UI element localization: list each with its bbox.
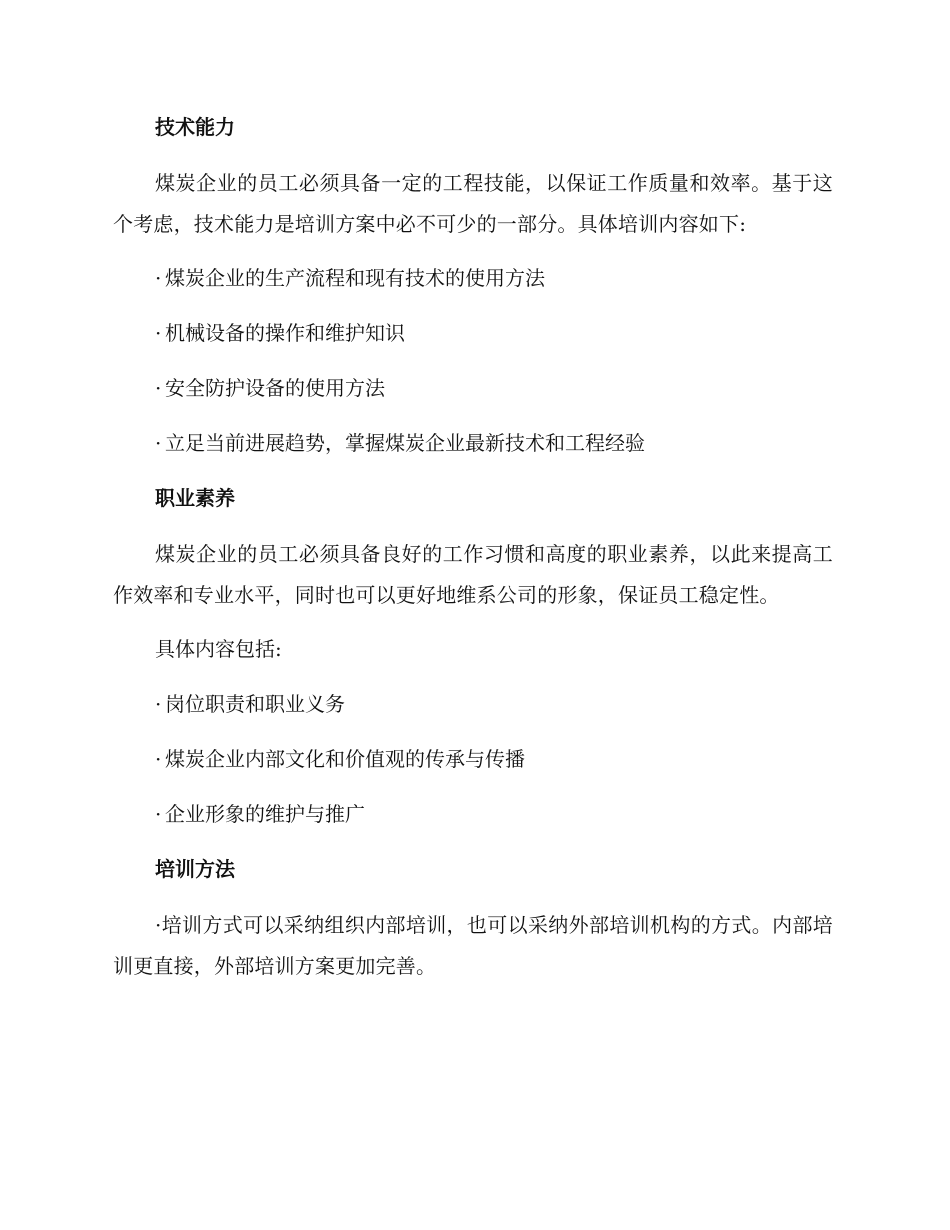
bullet-text: 煤炭企业内部文化和价值观的传承与传播 (165, 747, 525, 771)
bullet-dot: · (155, 431, 162, 455)
paragraph-text: 培训方式可以采纳组织内部培训，也可以采纳外部培训机构的方式。内部培训更直接，外部培训方案更加完善。 (113, 913, 833, 978)
bullet-item (113, 685, 833, 723)
bullet-item (113, 740, 833, 778)
bullet-item (113, 314, 833, 352)
bullet-text: 企业形象的维护与推广 (165, 802, 365, 826)
bullet-text: 安全防护设备的使用方法 (165, 376, 385, 400)
section-heading-training-methods: 培训方法 (155, 857, 235, 881)
section-sub-intro: 具体内容包括: (155, 637, 282, 661)
document-body (113, 108, 833, 1001)
section-heading-technical-skills: 技术能力 (155, 115, 235, 139)
bullet-dot: · (155, 321, 162, 345)
bullet-item (113, 369, 833, 407)
bullet-dot: · (155, 266, 162, 290)
bullet-dot: · (155, 747, 162, 771)
bullet-dot: · (155, 692, 162, 716)
bullet-text: 岗位职责和职业义务 (165, 692, 345, 716)
bullet-dot: · (155, 376, 162, 400)
bullet-item (113, 424, 833, 462)
section-intro-technical-skills: 煤炭企业的员工必须具备一定的工程技能，以保证工作质量和效率。基于这个考虑，技术能力是培训方案中必不可少的一部分。具体培训内容如下: (113, 171, 833, 236)
bullet-text: 煤炭企业的生产流程和现有技术的使用方法 (165, 266, 545, 290)
bullet-dot: · (155, 913, 162, 937)
section-heading-professionalism: 职业素养 (155, 486, 235, 510)
bullet-item (113, 795, 833, 833)
bullet-dot: · (155, 802, 162, 826)
bullet-item (113, 259, 833, 297)
bullet-text: 立足当前进展趋势，掌握煤炭企业最新技术和工程经验 (165, 431, 645, 455)
section-paragraph-training-methods (113, 905, 833, 987)
section-intro-professionalism: 煤炭企业的员工必须具备良好的工作习惯和高度的职业素养，以此来提高工作效率和专业水平，同时也可以更好地维系公司的形象，保证员工稳定性。 (113, 542, 833, 607)
bullet-text: 机械设备的操作和维护知识 (165, 321, 405, 345)
